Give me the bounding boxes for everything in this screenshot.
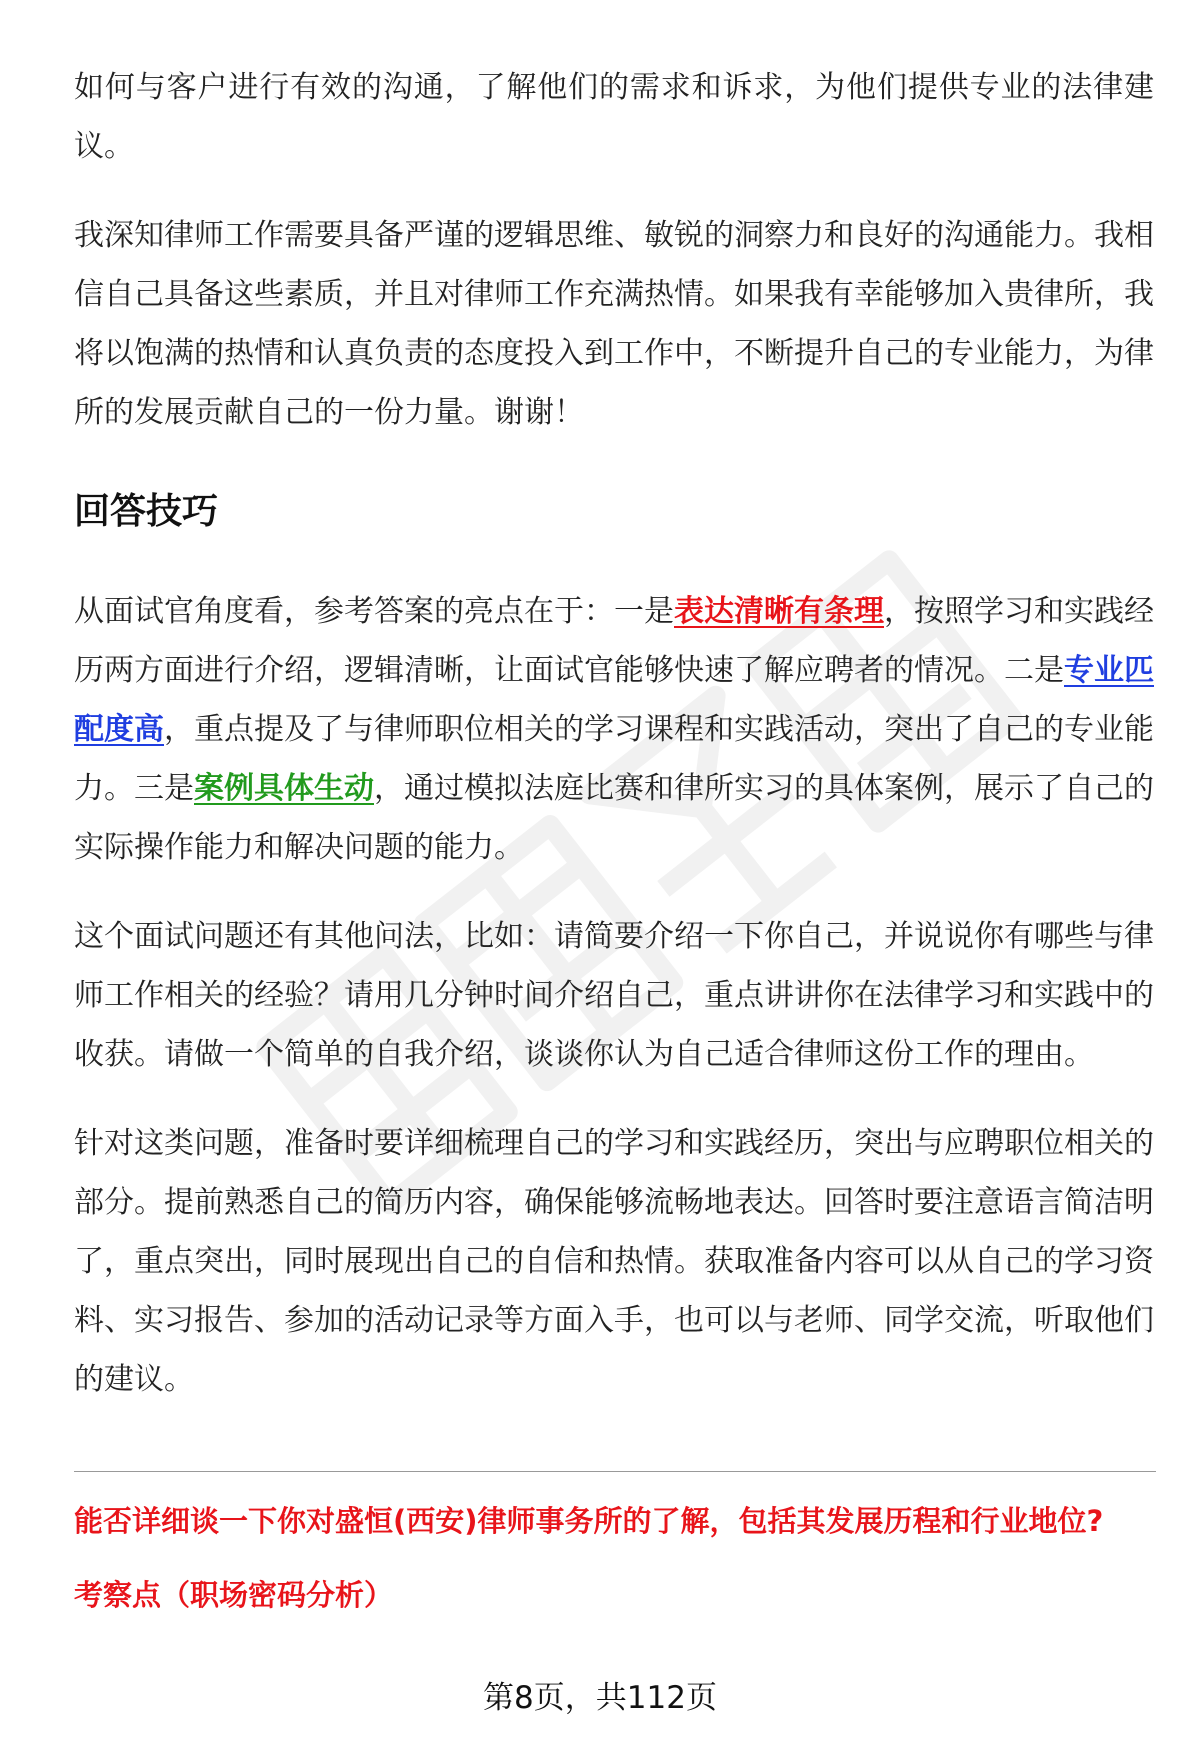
section-heading: 回答技巧 bbox=[74, 491, 219, 532]
highlight-clear-expression: 表达清晰有条理 bbox=[674, 594, 884, 629]
paragraph-3-text-2: ，按照学习和实践经历两方面进行介绍，逻辑清晰，让面试官能够快速了解应聘者的情况。二是 bbox=[74, 594, 1154, 688]
section-divider bbox=[74, 1471, 1156, 1472]
page-number: 第8页，共112页 bbox=[483, 1680, 717, 1716]
exam-point-label: 考察点（职场密码分析） bbox=[74, 1578, 394, 1612]
highlight-professional-match: 专业匹配度高 bbox=[74, 653, 1154, 747]
paragraph-3-text-3: ，重点提及了与律师职位相关的学习课程和实践活动，突出了自己的专业能力。三是 bbox=[74, 712, 1154, 806]
paragraph-2: 我深知律师工作需要具备严谨的逻辑思维、敏锐的洞察力和良好的沟通能力。我相信自己具备这些素质，并且对律师工作充满热情。如果我有幸能够加入贵律所，我将以饱满的热情和认真负责的态度投入到工作中，不断提升自己的专业能力，为律所的发展贡献自己的一份力量。谢谢！ bbox=[74, 218, 1154, 430]
paragraph-5: 针对这类问题，准备时要详细梳理自己的学习和实践经历，突出与应聘职位相关的部分。提前熟悉自己的简历内容，确保能够流畅地表达。回答时要注意语言简洁明了，重点突出，同时展现出自己的自信和热情。获取准备内容可以从自己的学习资料、实习报告、参加的活动记录等方面入手，也可以与老师、同学交流，听取他们的建议。 bbox=[74, 1126, 1154, 1397]
document-body bbox=[74, 58, 1154, 1409]
paragraph-3 bbox=[74, 582, 1154, 877]
paragraph-1: 如何与客户进行有效的沟通，了解他们的需求和诉求，为他们提供专业的法律建议。 bbox=[74, 70, 1154, 164]
paragraph-4: 这个面试问题还有其他问法，比如：请简要介绍一下你自己，并说说你有哪些与律师工作相关的经验？请用几分钟时间介绍自己，重点讲讲你在法律学习和实践中的收获。请做一个简单的自我介绍，谈谈你认为自己适合律师这份工作的理由。 bbox=[74, 919, 1154, 1072]
highlight-concrete-cases: 案例具体生动 bbox=[194, 771, 374, 806]
paragraph-3-text-1: 从面试官角度看，参考答案的亮点在于：一是 bbox=[74, 594, 674, 629]
paragraph-3-text-4: ，通过模拟法庭比赛和律所实习的具体案例，展示了自己的实际操作能力和解决问题的能力。 bbox=[74, 771, 1154, 865]
next-question: 能否详细谈一下你对盛恒(西安)律师事务所的了解，包括其发展历程和行业地位? bbox=[74, 1504, 1104, 1538]
